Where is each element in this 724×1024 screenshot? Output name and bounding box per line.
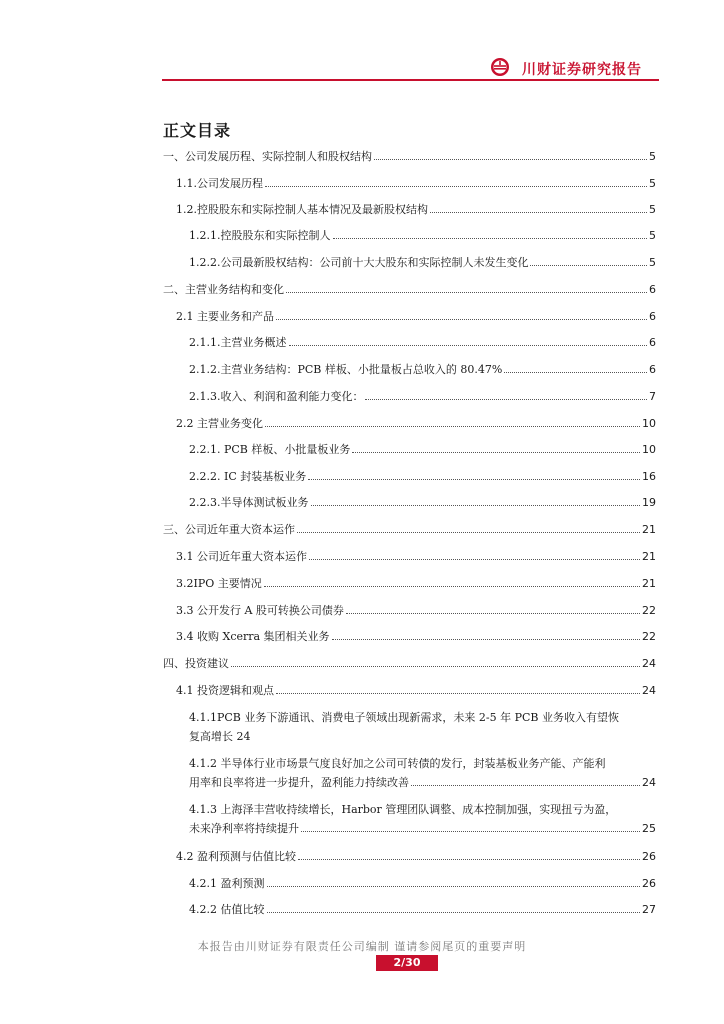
toc-entry-label: 4.2.1 盈利预测 — [189, 877, 265, 890]
toc-title: 正文目录 — [163, 121, 232, 140]
toc-entry-label: 3.3 公开发行 A 股可转换公司债券 — [176, 604, 344, 617]
header-divider — [162, 79, 659, 81]
dot-leader — [298, 850, 640, 860]
toc-entry-label: 2.1.3.收入、利润和盈利能力变化： — [189, 390, 364, 403]
toc-entry[interactable] — [176, 310, 656, 323]
toc-page-number: 16 — [642, 470, 656, 483]
dot-leader — [333, 229, 648, 239]
toc-entry[interactable] — [176, 177, 656, 190]
toc-entry-label: 4.2.2 估值比较 — [189, 903, 265, 916]
toc-entry-label: 3.2IPO 主要情况 — [176, 577, 262, 590]
toc-entry[interactable] — [189, 757, 656, 789]
toc-page-number: 6 — [649, 310, 656, 323]
toc-entry-first-line: 4.1.1PCB 业务下游通讯、消费电子领域出现新需求，未来 2-5 年 PCB 业务收入有望恢 — [189, 711, 619, 724]
toc-entry-label: 2.2 主营业务变化 — [176, 417, 263, 430]
toc-page-number: 6 — [649, 283, 656, 296]
toc-entry[interactable] — [176, 604, 656, 617]
dot-leader — [289, 336, 648, 346]
dot-leader — [309, 550, 640, 560]
toc-entry-first-line: 4.1.3 上海泽丰营收持续增长，Harbor 管理团队调整、成本控制加强，实现扭亏为盈， — [189, 803, 617, 816]
toc-entry[interactable] — [176, 850, 656, 863]
dot-leader — [332, 630, 640, 640]
dot-leader — [286, 283, 647, 293]
toc-entry-label: 3.4 收购 Xcerra 集团相关业务 — [176, 630, 330, 643]
toc-page-number: 5 — [649, 229, 656, 242]
toc-entry[interactable] — [189, 496, 656, 509]
toc-entry-label: 1.1.公司发展历程 — [176, 177, 263, 190]
toc-entry-label: 2.2.3.半导体测试板业务 — [189, 496, 309, 509]
toc-entry[interactable] — [176, 550, 656, 563]
toc-page-number: 22 — [642, 604, 656, 617]
toc-entry-label: 3.1 公司近年重大资本运作 — [176, 550, 307, 563]
toc-entry-label: 四、投资建议 — [163, 657, 229, 670]
toc-entry[interactable] — [176, 417, 656, 430]
toc-page-number: 10 — [642, 443, 656, 456]
toc-entry[interactable] — [189, 336, 656, 349]
toc-entry-label: 2.2.1. PCB 样板、小批量板业务 — [189, 443, 351, 456]
toc-entry-label: 1.2.1.控股股东和实际控制人 — [189, 229, 331, 242]
toc-page-number: 5 — [649, 177, 656, 190]
dot-leader — [430, 203, 647, 213]
toc-entry-label: 一、公司发展历程、实际控制人和股权结构 — [163, 150, 372, 163]
toc-entry-label: 4.2 盈利预测与估值比较 — [176, 850, 296, 863]
toc-page-number: 5 — [649, 150, 656, 163]
dot-leader — [530, 256, 647, 266]
toc-entry-label: 4.1 投资逻辑和观点 — [176, 684, 274, 697]
toc-entry[interactable] — [163, 657, 656, 670]
toc-entry-label: 1.2.控股股东和实际控制人基本情况及最新股权结构 — [176, 203, 428, 216]
toc-entry-first-line: 4.1.2 半导体行业市场景气度良好加之公司可转债的发行，封装基板业务产能、产能利 — [189, 757, 606, 770]
toc-entry[interactable] — [163, 283, 656, 296]
page-indicator: 2/30 — [376, 955, 438, 971]
dot-leader — [297, 523, 640, 533]
toc-page-number: 10 — [642, 417, 656, 430]
toc-page-number: 5 — [649, 256, 656, 269]
toc-page-number: 7 — [649, 390, 656, 403]
dot-leader — [308, 470, 640, 480]
toc-entry[interactable] — [189, 256, 656, 269]
report-header — [162, 55, 659, 81]
toc-entry-label: 2.1.2.主营业务结构：PCB 样板、小批量板占总收入的 80.47% — [189, 363, 503, 376]
toc-entry-label: 2.1.1.主营业务概述 — [189, 336, 287, 349]
toc-page-number: 25 — [642, 822, 656, 835]
dot-leader — [276, 310, 647, 320]
dot-leader — [504, 363, 647, 373]
toc-entry-label: 复高增长 24 — [189, 730, 251, 743]
toc-page-number: 26 — [642, 850, 656, 863]
toc-entry-label: 用率和良率将进一步提升，盈利能力持续改善 — [189, 776, 409, 789]
toc-entry[interactable] — [176, 203, 656, 216]
toc-entry[interactable] — [189, 711, 656, 743]
toc-entry[interactable] — [163, 523, 656, 536]
toc-page-number: 5 — [649, 203, 656, 216]
toc-entry[interactable] — [189, 443, 656, 456]
toc-entry[interactable] — [176, 684, 656, 697]
toc-entry-label: 1.2.2.公司最新股权结构：公司前十大大股东和实际控制人未发生变化 — [189, 256, 529, 269]
chuancai-logo-icon — [490, 57, 510, 77]
dot-leader — [267, 903, 641, 913]
toc-page-number: 21 — [642, 577, 656, 590]
toc-page-number: 26 — [642, 877, 656, 890]
toc-entry[interactable] — [176, 577, 656, 590]
toc-entry[interactable] — [189, 229, 656, 242]
toc-page-number: 27 — [642, 903, 656, 916]
toc-entry[interactable] — [189, 903, 656, 916]
toc-entry[interactable] — [163, 150, 656, 163]
toc-page-number: 24 — [642, 776, 656, 789]
dot-leader — [264, 577, 640, 587]
brand-title: 川财证券研究报告 — [522, 62, 642, 78]
toc-entry-label: 二、主营业务结构和变化 — [163, 283, 284, 296]
toc-page-number: 22 — [642, 630, 656, 643]
toc-page-number: 21 — [642, 550, 656, 563]
dot-leader — [411, 776, 640, 786]
toc-entry-label: 2.2.2. IC 封装基板业务 — [189, 470, 307, 483]
dot-leader — [346, 604, 640, 614]
toc-page-number: 6 — [649, 363, 656, 376]
toc-page-number: 24 — [642, 684, 656, 697]
dot-leader — [267, 877, 641, 887]
dot-leader — [276, 684, 640, 694]
toc-entry[interactable] — [189, 470, 656, 483]
toc-entry[interactable] — [189, 803, 656, 835]
toc-entry[interactable] — [176, 630, 656, 643]
toc-entry[interactable] — [189, 390, 656, 403]
toc-entry-label: 未来净利率将持续提升 — [189, 822, 299, 835]
toc-page-number: 6 — [649, 336, 656, 349]
toc-entry-label: 2.1 主要业务和产品 — [176, 310, 274, 323]
dot-leader — [231, 657, 640, 667]
dot-leader — [365, 390, 647, 400]
dot-leader — [265, 417, 640, 427]
toc-entry[interactable] — [189, 877, 656, 890]
dot-leader — [352, 443, 640, 453]
toc-entry[interactable] — [189, 363, 656, 376]
toc-page-number: 21 — [642, 523, 656, 536]
dot-leader — [301, 822, 640, 832]
dot-leader — [265, 177, 647, 187]
disclaimer-note: 本报告由川财证券有限责任公司编制 谨请参阅尾页的重要声明 — [197, 940, 527, 953]
toc-page-number: 19 — [642, 496, 656, 509]
toc-entry-label: 三、公司近年重大资本运作 — [163, 523, 295, 536]
dot-leader — [311, 496, 641, 506]
toc-page-number: 24 — [642, 657, 656, 670]
dot-leader — [374, 150, 647, 160]
